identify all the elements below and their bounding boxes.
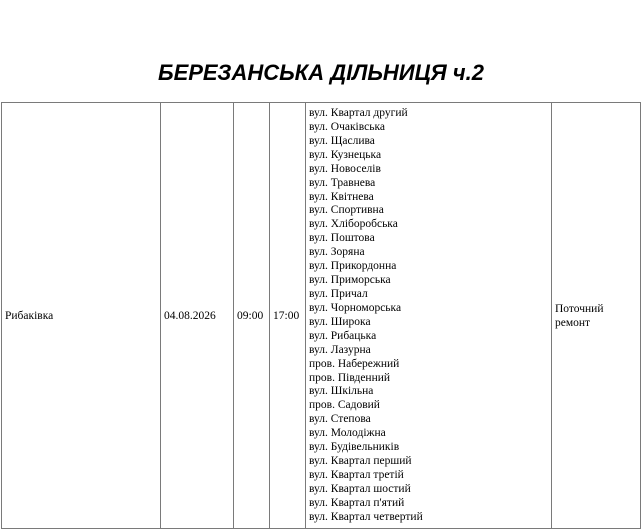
section-title: БЕРЕЗАНСЬКА ДІЛЬНИЦЯ ч.2 [158,60,484,85]
street-item: вул. Прикордонна [309,260,397,273]
street-item: вул. Квартал перший [309,455,412,468]
street-item: пров. Набережний [309,357,400,370]
date-cell [161,103,234,529]
settlement-name: Рибаківка [5,309,54,322]
street-item: вул. Будівельників [309,441,400,454]
street-item: вул. Лазурна [309,343,371,356]
table-row [2,103,641,529]
street-item: вул. Очаківська [309,120,385,133]
work-type-cell [552,103,641,529]
street-item: вул. Приморська [309,274,391,287]
street-item: вул. Травнева [309,176,376,189]
street-item: вул. Степова [309,413,371,426]
street-item: вул. Чорноморська [309,301,402,314]
street-item: вул. Новоселів [309,162,381,175]
street-item: вул. Широка [309,315,371,328]
street-item: вул. Рибацька [309,329,377,342]
street-list [309,107,548,525]
end-time-cell [270,103,306,529]
street-item: вул. Причал [309,287,368,300]
streets-cell [306,103,552,529]
street-item: вул. Поштова [309,232,375,245]
street-item: вул. Хліборобська [309,218,398,231]
street-item: вул. Кузнецька [309,148,382,161]
street-item: пров. Південний [309,371,391,384]
street-item: пров. Садовий [309,399,380,412]
street-item: вул. Шкільна [309,385,374,398]
start-time: 09:00 [237,309,264,322]
settlement-cell [2,103,161,529]
street-item: вул. Спортивна [309,204,384,217]
street-item: вул. Квартал третій [309,468,404,481]
start-time-cell [234,103,270,529]
street-item: вул. Квартал другий [309,107,408,119]
street-item: вул. Квартал четвертий [309,510,423,523]
street-item: вул. Молодіжна [309,427,386,440]
work-type: Поточний ремонт [555,302,604,329]
street-item: вул. Квартал п'ятий [309,496,405,509]
street-item: вул. Квартал шостий [309,482,411,495]
street-item: вул. Щаслива [309,134,375,147]
outage-date: 04.08.2026 [164,309,216,322]
street-item: вул. Квітнева [309,190,374,203]
outage-schedule-table [1,102,641,529]
street-item: вул. Зоряна [309,246,365,259]
end-time: 17:00 [273,309,300,322]
